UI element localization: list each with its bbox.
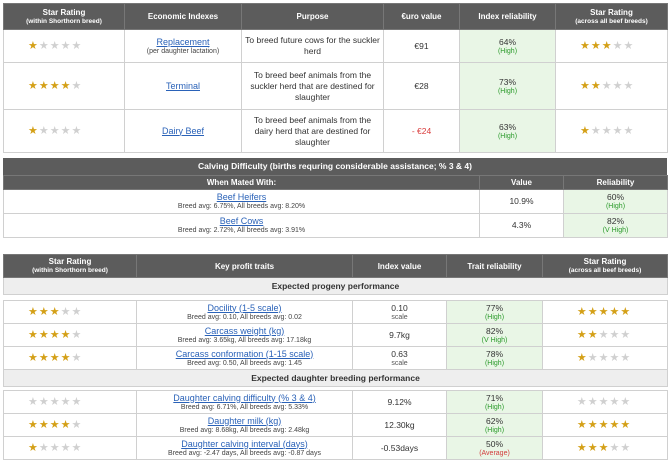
star-filled-icon: ★ [38, 79, 50, 92]
star-rating [4, 301, 137, 324]
star-filled-icon: ★ [28, 39, 39, 52]
euro-value: - €24 [384, 110, 460, 153]
reliability-cell: 77% (High) [447, 301, 543, 324]
star-empty-icon: ★ [609, 395, 621, 408]
header-trait-reliability: Trait reliability [447, 255, 543, 278]
index-subtitle: (per daughter lactation) [146, 47, 220, 55]
star-filled-icon: ★ [576, 351, 588, 364]
star-empty-icon: ★ [601, 79, 613, 92]
reliability-cell: 82% (V High) [564, 214, 668, 238]
star-filled-icon: ★ [620, 418, 632, 431]
star-empty-icon: ★ [598, 395, 610, 408]
star-rating [4, 414, 137, 437]
header-star-rating-within: Star Rating (within Shorthorn breed) [4, 4, 125, 30]
star-filled-icon: ★ [49, 351, 61, 364]
star-filled-icon: ★ [38, 305, 50, 318]
header-reliability: Reliability [564, 176, 668, 190]
economic-indexes-table [3, 3, 668, 153]
star-filled-icon: ★ [28, 79, 39, 92]
star-rating [543, 301, 668, 324]
star-rating [543, 347, 668, 370]
header-key-profit-traits: Key profit traits [137, 255, 353, 278]
star-filled-icon: ★ [49, 328, 61, 341]
beef-heifers-link[interactable]: Beef Heifers [216, 192, 267, 202]
breed-average: Breed avg: 3.65kg, All breeds avg: 17.18kg [177, 336, 312, 344]
reliability-cell: 78% (High) [447, 347, 543, 370]
header-star-rating-within: Star Rating (within Shorthorn breed) [4, 255, 137, 278]
economic-indexes-panel [3, 3, 667, 153]
star-empty-icon: ★ [612, 39, 624, 52]
star-rating [4, 30, 125, 63]
star-filled-icon: ★ [28, 441, 39, 454]
star-empty-icon: ★ [71, 351, 83, 364]
star-rating [543, 391, 668, 414]
reliability-cell: 60% (High) [564, 190, 668, 214]
star-empty-icon: ★ [623, 124, 635, 137]
star-filled-icon: ★ [38, 351, 50, 364]
star-filled-icon: ★ [28, 305, 39, 318]
table-row [4, 347, 668, 370]
star-filled-icon: ★ [576, 328, 588, 341]
table-row [4, 301, 668, 324]
section-title-daughter: Expected daughter breeding performance [4, 370, 668, 387]
star-filled-icon: ★ [598, 305, 610, 318]
star-empty-icon: ★ [620, 395, 632, 408]
table-row [4, 324, 668, 347]
breed-average: Breed avg: 6.71%, All breeds avg: 5.33% [180, 403, 309, 411]
star-filled-icon: ★ [576, 418, 588, 431]
star-filled-icon: ★ [28, 418, 39, 431]
star-rating [4, 391, 137, 414]
header-star-rating-across: Star Rating (across all beef breeds) [543, 255, 668, 278]
index-value: 0.10 scale [353, 301, 447, 324]
breed-average: Breed avg: 2.72%, All breeds avg: 3.91% [177, 227, 306, 234]
star-filled-icon: ★ [28, 351, 39, 364]
star-filled-icon: ★ [38, 418, 50, 431]
calving-value: 4.3% [480, 214, 564, 238]
star-empty-icon: ★ [38, 39, 50, 52]
star-empty-icon: ★ [49, 395, 61, 408]
star-filled-icon: ★ [598, 418, 610, 431]
reliability-cell: 64% (High) [460, 30, 556, 63]
star-filled-icon: ★ [601, 39, 613, 52]
star-empty-icon: ★ [71, 328, 83, 341]
table-row [4, 391, 668, 414]
reliability-cell: 62% (High) [447, 414, 543, 437]
beef-cows-link[interactable]: Beef Cows [219, 216, 264, 226]
star-empty-icon: ★ [587, 351, 599, 364]
reliability-cell: 73% (High) [460, 63, 556, 110]
star-empty-icon: ★ [60, 305, 72, 318]
header-when-mated-with: When Mated With: [4, 176, 480, 190]
star-filled-icon: ★ [609, 418, 621, 431]
table-row [4, 30, 668, 63]
reliability-cell: 71% (High) [447, 391, 543, 414]
star-rating [543, 437, 668, 460]
terminal-index-link[interactable]: Terminal [165, 80, 200, 91]
star-empty-icon: ★ [71, 441, 83, 454]
euro-value: €91 [384, 30, 460, 63]
index-value: 9.7kg [353, 324, 447, 347]
star-filled-icon: ★ [587, 418, 599, 431]
calving-difficulty-table [3, 175, 668, 238]
star-filled-icon: ★ [49, 418, 61, 431]
star-empty-icon: ★ [609, 351, 621, 364]
star-empty-icon: ★ [612, 124, 624, 137]
star-rating [4, 437, 137, 460]
star-empty-icon: ★ [38, 395, 50, 408]
star-filled-icon: ★ [580, 39, 591, 52]
header-purpose: Purpose [242, 4, 384, 30]
daughter-calving-difficulty-link[interactable]: Daughter calving difficulty (% 3 & 4) [173, 392, 316, 403]
purpose-text: To breed future cows for the suckler herd [242, 30, 384, 63]
section-title-progeny: Expected progeny performance [4, 278, 668, 295]
star-empty-icon: ★ [71, 124, 83, 137]
index-value: 0.63 scale [353, 347, 447, 370]
star-rating [556, 30, 668, 63]
carcass-conformation-link[interactable]: Carcass conformation (1-15 scale) [175, 348, 314, 359]
table-row [4, 414, 668, 437]
dairy-beef-index-link[interactable]: Dairy Beef [161, 125, 205, 136]
table-row [4, 190, 668, 214]
star-filled-icon: ★ [28, 124, 39, 137]
index-value: 12.30kg [353, 414, 447, 437]
replacement-index-link[interactable]: Replacement [156, 36, 210, 47]
header-value: Value [480, 176, 564, 190]
table-row [4, 110, 668, 153]
header-index-reliability: Index reliability [460, 4, 556, 30]
star-filled-icon: ★ [587, 441, 599, 454]
star-rating [4, 347, 137, 370]
star-filled-icon: ★ [576, 441, 588, 454]
index-value: -0.53days [353, 437, 447, 460]
reliability-cell: 63% (High) [460, 110, 556, 153]
star-filled-icon: ★ [49, 79, 61, 92]
calving-difficulty-title: Calving Difficulty (births requring considerable assistance; % 3 & 4) [3, 158, 667, 175]
carcass-weight-link[interactable]: Carcass weight (kg) [204, 325, 285, 336]
star-filled-icon: ★ [28, 328, 39, 341]
star-filled-icon: ★ [38, 328, 50, 341]
star-empty-icon: ★ [49, 441, 61, 454]
star-empty-icon: ★ [71, 39, 83, 52]
star-filled-icon: ★ [576, 305, 588, 318]
star-rating [556, 110, 668, 153]
header-star-rating-across: Star Rating (across all beef breeds) [556, 4, 668, 30]
key-profit-traits-panel [3, 254, 667, 460]
star-empty-icon: ★ [587, 395, 599, 408]
table-row [4, 214, 668, 238]
calving-difficulty-panel [3, 158, 667, 238]
star-rating [4, 324, 137, 347]
star-filled-icon: ★ [60, 328, 72, 341]
daughter-milk-link[interactable]: Daughter milk (kg) [207, 415, 282, 426]
star-filled-icon: ★ [609, 305, 621, 318]
star-filled-icon: ★ [587, 305, 599, 318]
star-filled-icon: ★ [590, 79, 602, 92]
star-empty-icon: ★ [49, 39, 61, 52]
purpose-text: To breed beef animals from the suckler herd that are destined for slaughter [242, 63, 384, 110]
star-filled-icon: ★ [60, 418, 72, 431]
star-empty-icon: ★ [620, 441, 632, 454]
star-rating [4, 63, 125, 110]
star-rating [543, 324, 668, 347]
star-empty-icon: ★ [620, 328, 632, 341]
star-empty-icon: ★ [38, 124, 50, 137]
star-empty-icon: ★ [576, 395, 588, 408]
star-empty-icon: ★ [28, 395, 39, 408]
star-filled-icon: ★ [580, 79, 591, 92]
star-empty-icon: ★ [71, 418, 83, 431]
breed-average: Breed avg: 0.50, All breeds avg: 1.45 [187, 359, 302, 367]
star-empty-icon: ★ [620, 351, 632, 364]
breed-average: Breed avg: 8.68kg, All breeds avg: 2.48kg [179, 426, 310, 434]
star-filled-icon: ★ [620, 305, 632, 318]
star-filled-icon: ★ [60, 351, 72, 364]
star-empty-icon: ★ [612, 79, 624, 92]
star-empty-icon: ★ [623, 79, 635, 92]
star-empty-icon: ★ [71, 305, 83, 318]
daughter-calving-interval-link[interactable]: Daughter calving interval (days) [181, 438, 308, 449]
star-rating [556, 63, 668, 110]
star-empty-icon: ★ [60, 441, 72, 454]
star-empty-icon: ★ [609, 328, 621, 341]
star-empty-icon: ★ [60, 39, 72, 52]
star-empty-icon: ★ [598, 328, 610, 341]
docility-link[interactable]: Docility (1-5 scale) [207, 302, 282, 313]
star-empty-icon: ★ [609, 441, 621, 454]
header-euro-value: €uro value [384, 4, 460, 30]
star-filled-icon: ★ [598, 441, 610, 454]
calving-value: 10.9% [480, 190, 564, 214]
star-empty-icon: ★ [60, 124, 72, 137]
star-empty-icon: ★ [623, 39, 635, 52]
index-value: 9.12% [353, 391, 447, 414]
star-filled-icon: ★ [580, 124, 591, 137]
star-empty-icon: ★ [601, 124, 613, 137]
table-row [4, 437, 668, 460]
header-index-value: Index value [353, 255, 447, 278]
star-filled-icon: ★ [587, 328, 599, 341]
euro-value: €28 [384, 63, 460, 110]
star-rating [543, 414, 668, 437]
purpose-text: To breed beef animals from the dairy herd that are destined for slaughter [242, 110, 384, 153]
star-empty-icon: ★ [49, 124, 61, 137]
star-empty-icon: ★ [590, 124, 602, 137]
star-empty-icon: ★ [38, 441, 50, 454]
star-filled-icon: ★ [60, 79, 72, 92]
star-empty-icon: ★ [60, 395, 72, 408]
star-rating [4, 110, 125, 153]
breed-average: Breed avg: 6.75%, All breeds avg: 8.20% [177, 203, 306, 210]
star-empty-icon: ★ [71, 79, 83, 92]
star-filled-icon: ★ [590, 39, 602, 52]
star-empty-icon: ★ [598, 351, 610, 364]
reliability-cell: 82% (V High) [447, 324, 543, 347]
breed-average: Breed avg: -2.47 days, All breeds avg: -0.87 days [168, 449, 321, 457]
header-economic-indexes: Economic Indexes [125, 4, 242, 30]
table-row [4, 63, 668, 110]
star-empty-icon: ★ [71, 395, 83, 408]
key-profit-traits-table [3, 254, 668, 460]
star-filled-icon: ★ [49, 305, 61, 318]
reliability-cell: 50% (Average) [447, 437, 543, 460]
breed-average: Breed avg: 0.10, All breeds avg: 0.02 [187, 313, 302, 321]
